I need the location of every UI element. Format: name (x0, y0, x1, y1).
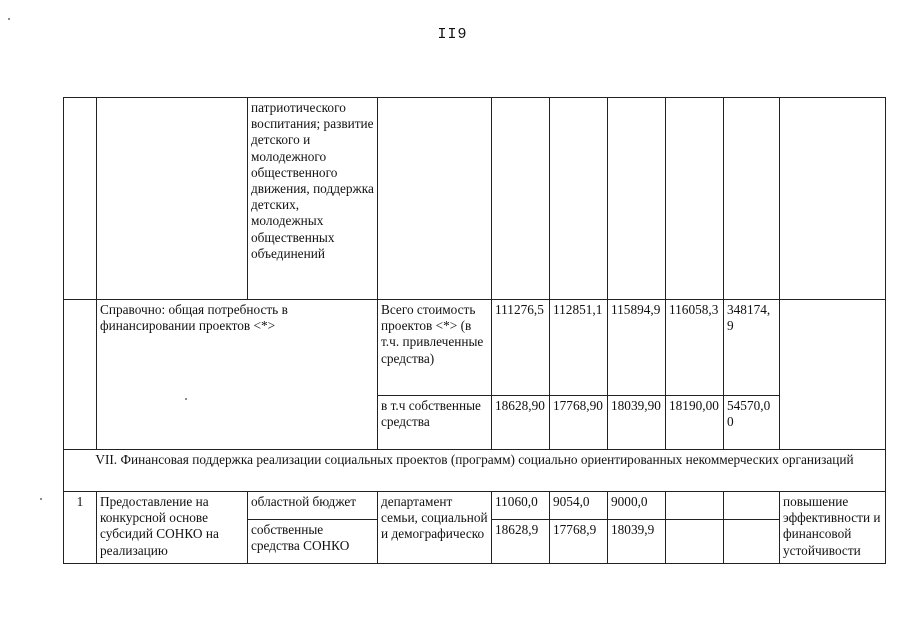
cell-result (780, 98, 886, 300)
own-value-4: 18190,00 (666, 396, 724, 450)
cell-result (780, 300, 886, 450)
item-value-2-2: 17768,9 (550, 520, 608, 564)
program-table (63, 97, 886, 564)
item-value-2-1: 18628,9 (492, 520, 550, 564)
total-value-4: 116058,3 (666, 300, 724, 396)
table-row-section-heading (64, 450, 886, 492)
item-value-1-5 (724, 492, 780, 520)
total-cost-label: Всего стоимость проектов <*> (в т.ч. привлеченные средства) (378, 300, 492, 396)
item-value-1-2: 9054,0 (550, 492, 608, 520)
table-row-reference-total (64, 300, 886, 396)
cell-number (64, 98, 97, 300)
total-value-3: 115894,9 (608, 300, 666, 396)
scan-speck (40, 498, 42, 500)
item-result: повышение эффективности и финансовой устойчивости (780, 492, 886, 564)
cell-executor (378, 98, 492, 300)
own-value-3: 18039,90 (608, 396, 666, 450)
table-row-continuation (64, 98, 886, 300)
own-value-2: 17768,90 (550, 396, 608, 450)
item-executor: департамент семьи, социальной и демографическо (378, 492, 492, 564)
cell-value (492, 98, 550, 300)
cell-value (666, 98, 724, 300)
item-name: Предоставление на конкурсной основе субсидий СОНКО на реализацию (97, 492, 248, 564)
scan-speck (185, 398, 187, 400)
cell-value (550, 98, 608, 300)
page-number: II9 (437, 26, 468, 43)
cell-value (724, 98, 780, 300)
item-value-2-3: 18039,9 (608, 520, 666, 564)
cell-name (97, 98, 248, 300)
total-value-2: 112851,1 (550, 300, 608, 396)
cell-value (608, 98, 666, 300)
total-value-5: 348174,9 (724, 300, 780, 396)
own-value-1: 18628,90 (492, 396, 550, 450)
table-row-item (64, 492, 886, 520)
own-funds-label: в т.ч собственные средства (378, 396, 492, 450)
item-value-1-1: 11060,0 (492, 492, 550, 520)
cell-number (64, 300, 97, 450)
reference-label: Справочно: общая потребность в финансировании проектов <*> (97, 300, 378, 450)
section-title: VII. Финансовая поддержка реализации социальных проектов (программ) социально ориентированных некоммерческих организаций (64, 450, 886, 492)
item-value-2-5 (724, 520, 780, 564)
own-value-5: 54570,00 (724, 396, 780, 450)
scan-speck (8, 18, 10, 20)
cell-measures-text: патриотического воспитания; развитие детского и молодежного общественного движения, поддержка детских, молодежных общественных объединений (248, 98, 378, 300)
item-number: 1 (64, 492, 97, 564)
funding-source-2: собственные средства СОНКО (248, 520, 378, 564)
total-value-1: 111276,5 (492, 300, 550, 396)
item-value-1-3: 9000,0 (608, 492, 666, 520)
item-value-2-4 (666, 520, 724, 564)
funding-source-1: областной бюджет (248, 492, 378, 520)
item-value-1-4 (666, 492, 724, 520)
